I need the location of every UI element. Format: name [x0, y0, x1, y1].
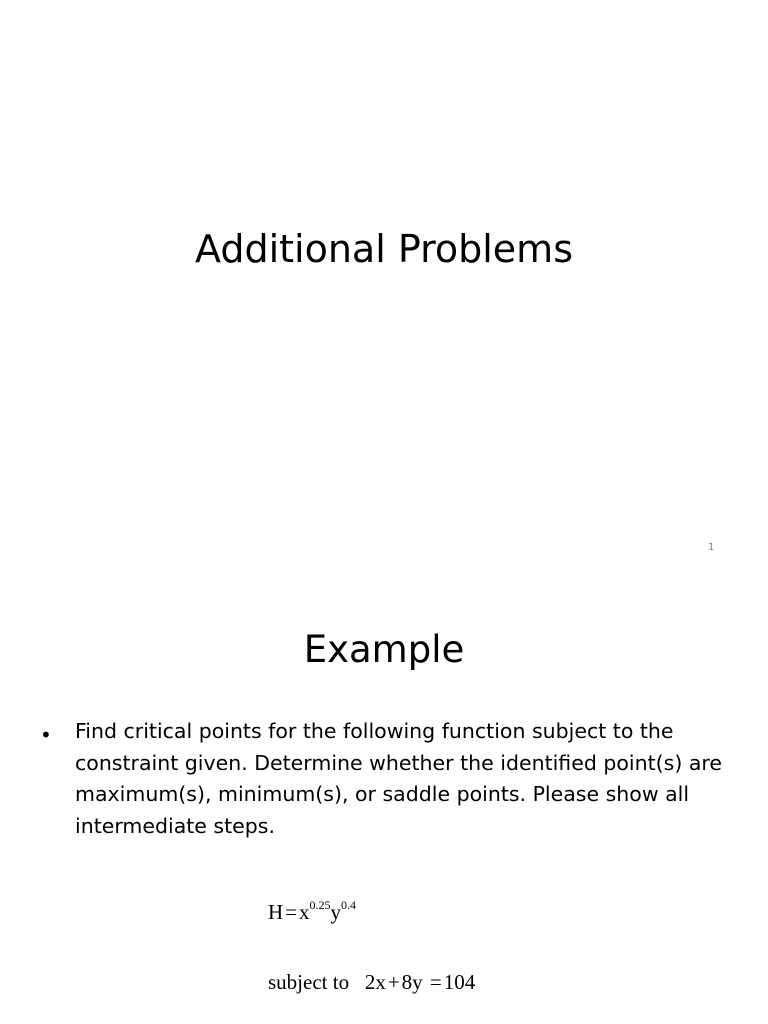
equals-sign: = [429, 970, 442, 994]
constraint-prefix: subject to [268, 970, 350, 994]
constraint-rhs: 104 [443, 970, 476, 994]
slide-title: Example [303, 628, 465, 671]
slide-title: Additional Problems [195, 227, 573, 271]
variable-y: y [330, 900, 342, 924]
equation-lhs: H [268, 900, 284, 924]
constraint-term1: 2x [364, 970, 386, 994]
variable-x: x [299, 900, 310, 924]
exponent-x: 0.25 [309, 898, 331, 912]
equals-sign: = [285, 900, 298, 924]
plus-sign: + [387, 970, 400, 994]
bullet-text: Find critical points for the following function subject to the constraint given. Determine whether the identified point(s) are maximum(s), minimum(s), or saddle points. Please show all intermediate steps. [75, 719, 722, 838]
bullet-marker: • [40, 723, 52, 747]
exponent-y: 0.4 [341, 898, 357, 912]
constraint-term2: 8y [401, 970, 423, 994]
function-equation [268, 900, 356, 925]
page-number: 1 [708, 542, 715, 553]
constraint-equation [268, 970, 475, 995]
